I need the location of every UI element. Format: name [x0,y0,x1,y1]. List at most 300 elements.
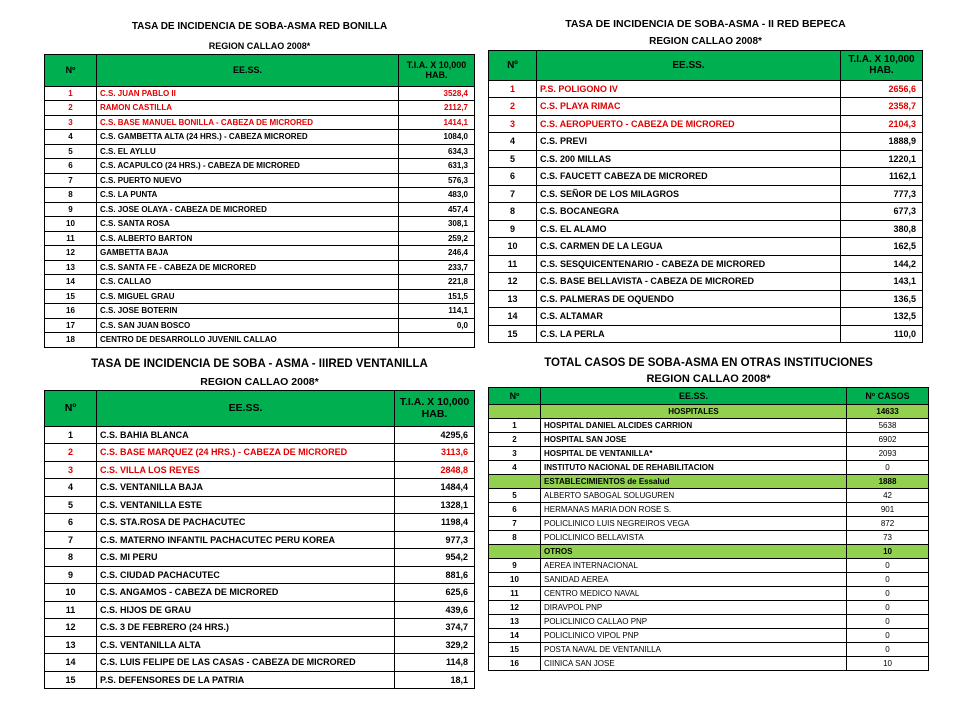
row-number: 5 [489,150,537,168]
table-row [489,418,929,432]
tia-value: 380,8 [841,220,923,238]
institution-name: HOSPITAL SAN JOSE [541,432,847,446]
row-number: 11 [489,586,541,600]
establishment-name: C.S. PUERTO NUEVO [97,173,399,188]
row-number: 5 [45,144,97,159]
institution-name: CIINICA SAN JOSE [541,656,847,670]
table-row [45,479,475,497]
table-row [45,619,475,637]
row-number: 3 [45,115,97,130]
cases-value: 0 [847,628,929,642]
table-row [489,572,929,586]
red-bonilla-title: TASA DE INCIDENCIA DE SOBA-ASMA RED BONILLA [131,20,388,32]
table-row [489,460,929,474]
cases-value: 0 [847,558,929,572]
red-bonilla-rows [45,86,475,347]
establishment-name: C.S. LA PERLA [537,325,841,343]
red-ventanilla-title: TASA DE INCIDENCIA DE SOBA - ASMA - IIIRED VENTANILLA [91,358,428,370]
cases-value: 5638 [847,418,929,432]
row-number: 18 [45,333,97,348]
row-number: 6 [489,502,541,516]
table-row [489,238,923,256]
row-number: 14 [489,308,537,326]
col-number-header: Nº [45,54,97,86]
row-number: 1 [45,426,97,444]
establishment-name: RAMON CASTILLA [97,101,399,116]
table-row [45,584,475,602]
row-number: 12 [45,619,97,637]
table-row [489,642,929,656]
table-row [489,586,929,600]
cases-value: 872 [847,516,929,530]
row-number: 16 [45,304,97,319]
red-bepeca-subtitle: REGION CALLAO 2008* [649,36,762,48]
cases-value: 42 [847,488,929,502]
row-number: 5 [489,488,541,502]
row-number: 15 [45,289,97,304]
row-number: 14 [45,654,97,672]
row-number: 11 [489,255,537,273]
row-number: 7 [489,185,537,203]
establishment-name: C.S. SAN JUAN BOSCO [97,318,399,333]
table-row [45,444,475,462]
establishment-name: C.S. CALLAO [97,275,399,290]
tia-value: 881,6 [395,566,475,584]
institution-name: ALBERTO SABOGAL SOLUGUREN [541,488,847,502]
row-number: 12 [489,273,537,291]
row-number: 3 [489,115,537,133]
table-row [489,614,929,628]
tia-value: 977,3 [395,531,475,549]
table-row [45,654,475,672]
cases-value: 0 [847,600,929,614]
tia-value: 114,1 [399,304,475,319]
establishment-name: C.S. MATERNO INFANTIL PACHACUTEC PERU KOREA [97,531,395,549]
table-row [45,130,475,145]
establishment-name: C.S. 200 MILLAS [537,150,841,168]
tia-value: 1484,4 [395,479,475,497]
establishment-name: C.S. CIUDAD PACHACUTEC [97,566,395,584]
table-row [45,260,475,275]
establishment-name: C.S. LUIS FELIPE DE LAS CASAS - CABEZA DE MICRORED [97,654,395,672]
establishment-name: C.S. PALMERAS DE OQUENDO [537,290,841,308]
row-number: 9 [45,566,97,584]
establishment-name: C.S. ALBERTO BARTON [97,231,399,246]
tia-value: 1162,1 [841,168,923,186]
red-bonilla-table [44,14,475,348]
cases-value: 73 [847,530,929,544]
table-row [45,217,475,232]
row-number: 6 [45,514,97,532]
establishment-name: C.S. BASE MANUEL BONILLA - CABEZA DE MICRORED [97,115,399,130]
tia-value: 308,1 [399,217,475,232]
tia-value: 625,6 [395,584,475,602]
row-number: 10 [489,572,541,586]
group-total: 10 [847,544,929,558]
tia-value: 576,3 [399,173,475,188]
tia-value: 221,8 [399,275,475,290]
row-number: 3 [45,461,97,479]
row-number: 2 [489,98,537,116]
row-number: 11 [45,231,97,246]
table-row [489,628,929,642]
tia-value: 132,5 [841,308,923,326]
tia-value: 634,3 [399,144,475,159]
institution-name: POLICLINICO VIPOL PNP [541,628,847,642]
table-row [45,461,475,479]
table-row [45,115,475,130]
col-eess-header: EE.SS. [97,390,395,426]
group-total: 14633 [847,404,929,418]
row-number: 2 [45,101,97,116]
tia-value: 0,0 [399,318,475,333]
cases-value: 0 [847,642,929,656]
row-number: 2 [45,444,97,462]
table-row [489,185,923,203]
red-bepeca-title: TASA DE INCIDENCIA DE SOBA-ASMA - II RED BEPECA [565,18,846,30]
establishment-name: C.S. SESQUICENTENARIO - CABEZA DE MICRORED [537,255,841,273]
table-row [45,318,475,333]
table-row [45,496,475,514]
tia-value: 110,0 [841,325,923,343]
table-row [489,133,923,151]
tia-value: 329,2 [395,636,475,654]
group-row [489,404,929,418]
table-row [489,516,929,530]
table-row [45,566,475,584]
cases-value: 0 [847,586,929,600]
table-red-bonilla [44,14,474,345]
red-bepeca-table [488,14,923,343]
establishment-name: C.S. GAMBETTA ALTA (24 HRS.) - CABEZA MICRORED [97,130,399,145]
col-eess-header: EE.SS. [97,54,399,86]
tia-value: 144,2 [841,255,923,273]
row-number: 1 [489,80,537,98]
otras-title: TOTAL CASOS DE SOBA-ASMA EN OTRAS INSTITUCIONES [544,357,873,369]
cases-value: 10 [847,656,929,670]
otras-rows [489,404,929,670]
table-row [45,275,475,290]
table-row [45,601,475,619]
tia-value: 1220,1 [841,150,923,168]
establishment-name: C.S. BOCANEGRA [537,203,841,221]
table-row [489,502,929,516]
table-row [489,600,929,614]
establishment-name: C.S. SANTA FE - CABEZA DE MICRORED [97,260,399,275]
row-number: 5 [45,496,97,514]
table-row [489,308,923,326]
table-row [489,488,929,502]
row-number: 4 [489,133,537,151]
tia-value: 1328,1 [395,496,475,514]
row-number: 13 [489,614,541,628]
row-number: 14 [489,628,541,642]
establishment-name: C.S. VILLA LOS REYES [97,461,395,479]
institution-name: CENTRO MEDICO NAVAL [541,586,847,600]
tia-value: 1414,1 [399,115,475,130]
row-number: 17 [45,318,97,333]
tia-value: 233,7 [399,260,475,275]
table-row [45,231,475,246]
tia-value [399,333,475,348]
row-number: 12 [489,600,541,614]
institution-name: POLICLINICO BELLAVISTA [541,530,847,544]
col-tia-header: T.I.A. X 10,000 HAB. [399,54,475,86]
row-number: 6 [489,168,537,186]
table-row [45,514,475,532]
row-number: 7 [489,516,541,530]
row-number: 9 [489,220,537,238]
establishment-name: C.S. ANGAMOS - CABEZA DE MICRORED [97,584,395,602]
tia-value: 439,6 [395,601,475,619]
table-row [489,290,923,308]
row-number: 9 [489,558,541,572]
tia-value: 3113,6 [395,444,475,462]
group-label: ESTABLECIMIENTOS de Essalud [541,474,847,488]
establishment-name: P.S. POLIGONO IV [537,80,841,98]
table-row [45,173,475,188]
establishment-name: C.S. ACAPULCO (24 HRS.) - CABEZA DE MICRORED [97,159,399,174]
group-blank-cell [489,474,541,488]
row-number: 1 [489,418,541,432]
table-row [45,101,475,116]
establishment-name: C.S. VENTANILLA ESTE [97,496,395,514]
establishment-name: C.S. BAHIA BLANCA [97,426,395,444]
institution-name: SANIDAD AEREA [541,572,847,586]
tia-value: 631,3 [399,159,475,174]
institution-name: POSTA NAVAL DE VENTANILLA [541,642,847,656]
establishment-name: C.S. ALTAMAR [537,308,841,326]
table-row [45,144,475,159]
table-row [45,426,475,444]
tia-value: 483,0 [399,188,475,203]
tia-value: 1084,0 [399,130,475,145]
red-bonilla-subtitle: REGION CALLAO 2008* [208,40,311,51]
row-number: 10 [489,238,537,256]
cases-value: 901 [847,502,929,516]
row-number: 4 [45,130,97,145]
table-red-bepeca [488,14,922,340]
establishment-name: GAMBETTA BAJA [97,246,399,261]
group-blank-cell [489,404,541,418]
table-row [489,203,923,221]
col-number-header: Nº [489,50,537,80]
tia-value: 162,5 [841,238,923,256]
table-row [45,304,475,319]
tia-value: 2112,7 [399,101,475,116]
col-number-header: Nº [45,390,97,426]
establishment-name: C.S. PLAYA RIMAC [537,98,841,116]
row-number: 16 [489,656,541,670]
establishment-name: C.S. JUAN PABLO II [97,86,399,101]
row-number: 7 [45,531,97,549]
establishment-name: C.S. MIGUEL GRAU [97,289,399,304]
cases-value: 0 [847,614,929,628]
table-row [489,150,923,168]
row-number: 6 [45,159,97,174]
table-row [489,255,923,273]
cases-value: 6902 [847,432,929,446]
tia-value: 954,2 [395,549,475,567]
tia-value: 374,7 [395,619,475,637]
establishment-name: C.S. STA.ROSA DE PACHACUTEC [97,514,395,532]
row-number: 8 [489,203,537,221]
table-row [45,246,475,261]
tia-value: 151,5 [399,289,475,304]
establishment-name: C.S. BASE MARQUEZ (24 HRS.) - CABEZA DE MICRORED [97,444,395,462]
row-number: 13 [45,260,97,275]
tia-value: 1198,4 [395,514,475,532]
establishment-name: C.S. JOSE OLAYA - CABEZA DE MICRORED [97,202,399,217]
row-number: 2 [489,432,541,446]
tia-value: 2656,6 [841,80,923,98]
establishment-name: C.S. VENTANILLA BAJA [97,479,395,497]
col-casos-header: Nº CASOS [847,387,929,404]
tia-value: 114,8 [395,654,475,672]
table-row [489,446,929,460]
row-number: 13 [489,290,537,308]
group-row [489,544,929,558]
tia-value: 2358,7 [841,98,923,116]
table-row [45,531,475,549]
establishment-name: C.S. JOSE BOTERIN [97,304,399,319]
institution-name: POLICLINICO LUIS NEGREIROS VEGA [541,516,847,530]
row-number: 10 [45,217,97,232]
tia-value: 143,1 [841,273,923,291]
group-row [489,474,929,488]
col-number-header: Nº [489,387,541,404]
institution-name: POLICLINICO CALLAO PNP [541,614,847,628]
table-row [45,289,475,304]
table-row [45,188,475,203]
establishment-name: C.S. SANTA ROSA [97,217,399,232]
table-row [489,220,923,238]
row-number: 8 [489,530,541,544]
establishment-name: C.S. 3 DE FEBRERO (24 HRS.) [97,619,395,637]
col-tia-header: T.I.A. X 10,000 HAB. [395,390,475,426]
row-number: 15 [45,671,97,689]
row-number: 15 [489,325,537,343]
row-number: 3 [489,446,541,460]
table-row [45,202,475,217]
establishment-name: C.S. VENTANILLA ALTA [97,636,395,654]
table-row [489,558,929,572]
establishment-name: C.S. CARMEN DE LA LEGUA [537,238,841,256]
table-row [45,636,475,654]
otras-instituciones-table [488,354,929,671]
table-row [489,80,923,98]
table-row [45,549,475,567]
table-row [489,530,929,544]
establishment-name: C.S. HIJOS DE GRAU [97,601,395,619]
tia-value: 2848,8 [395,461,475,479]
table-otras-instituciones [488,354,928,700]
tia-value: 246,4 [399,246,475,261]
row-number: 1 [45,86,97,101]
table-red-ventanilla [44,354,474,700]
row-number: 4 [489,460,541,474]
cases-value: 0 [847,572,929,586]
institution-name: HOSPITAL DE VENTANILLA* [541,446,847,460]
establishment-name: CENTRO DE DESARROLLO JUVENIL CALLAO [97,333,399,348]
tia-value: 1888,9 [841,133,923,151]
establishment-name: C.S. BASE BELLAVISTA - CABEZA DE MICRORED [537,273,841,291]
row-number: 4 [45,479,97,497]
tia-value: 677,3 [841,203,923,221]
table-row [45,159,475,174]
tia-value: 259,2 [399,231,475,246]
table-row [489,98,923,116]
row-number: 11 [45,601,97,619]
institution-name: INSTITUTO NACIONAL DE REHABILITACION [541,460,847,474]
table-row [489,656,929,670]
establishment-name: C.S. EL ALAMO [537,220,841,238]
row-number: 7 [45,173,97,188]
row-number: 9 [45,202,97,217]
table-row [489,168,923,186]
establishment-name: C.S. MI PERU [97,549,395,567]
cases-value: 2093 [847,446,929,460]
establishment-name: P.S. DEFENSORES DE LA PATRIA [97,671,395,689]
row-number: 15 [489,642,541,656]
institution-name: HOSPITAL DANIEL ALCIDES CARRION [541,418,847,432]
table-row [489,273,923,291]
otras-subtitle: REGION CALLAO 2008* [646,373,771,386]
red-ventanilla-rows [45,426,475,689]
tia-value: 4295,6 [395,426,475,444]
tia-value: 457,4 [399,202,475,217]
tia-value: 777,3 [841,185,923,203]
establishment-name: C.S. FAUCETT CABEZA DE MICRORED [537,168,841,186]
row-number: 8 [45,188,97,203]
red-bepeca-rows [489,80,923,343]
row-number: 10 [45,584,97,602]
col-tia-header: T.I.A. X 10,000 HAB. [841,50,923,80]
institution-name: HERMANAS MARIA DON ROSE S. [541,502,847,516]
row-number: 14 [45,275,97,290]
table-row [45,333,475,348]
red-ventanilla-subtitle: REGION CALLAO 2008* [200,375,319,388]
tia-value: 3528,4 [399,86,475,101]
cases-value: 0 [847,460,929,474]
group-total: 1888 [847,474,929,488]
establishment-name: C.S. EL AYLLU [97,144,399,159]
tia-value: 2104,3 [841,115,923,133]
table-row [45,671,475,689]
col-eess-header: EE.SS. [537,50,841,80]
group-label: HOSPITALES [541,404,847,418]
institution-name: AEREA INTERNACIONAL [541,558,847,572]
institution-name: DIRAVPOL PNP [541,600,847,614]
row-number: 13 [45,636,97,654]
establishment-name: C.S. SEÑOR DE LOS MILAGROS [537,185,841,203]
red-ventanilla-table [44,354,475,689]
group-blank-cell [489,544,541,558]
tia-value: 136,5 [841,290,923,308]
tia-value: 18,1 [395,671,475,689]
table-row [489,115,923,133]
table-row [489,325,923,343]
establishment-name: C.S. LA PUNTA [97,188,399,203]
row-number: 8 [45,549,97,567]
group-label: OTROS [541,544,847,558]
establishment-name: C.S. PREVI [537,133,841,151]
table-row [45,86,475,101]
establishment-name: C.S. AEROPUERTO - CABEZA DE MICRORED [537,115,841,133]
table-row [489,432,929,446]
col-eess-header: EE.SS. [541,387,847,404]
row-number: 12 [45,246,97,261]
